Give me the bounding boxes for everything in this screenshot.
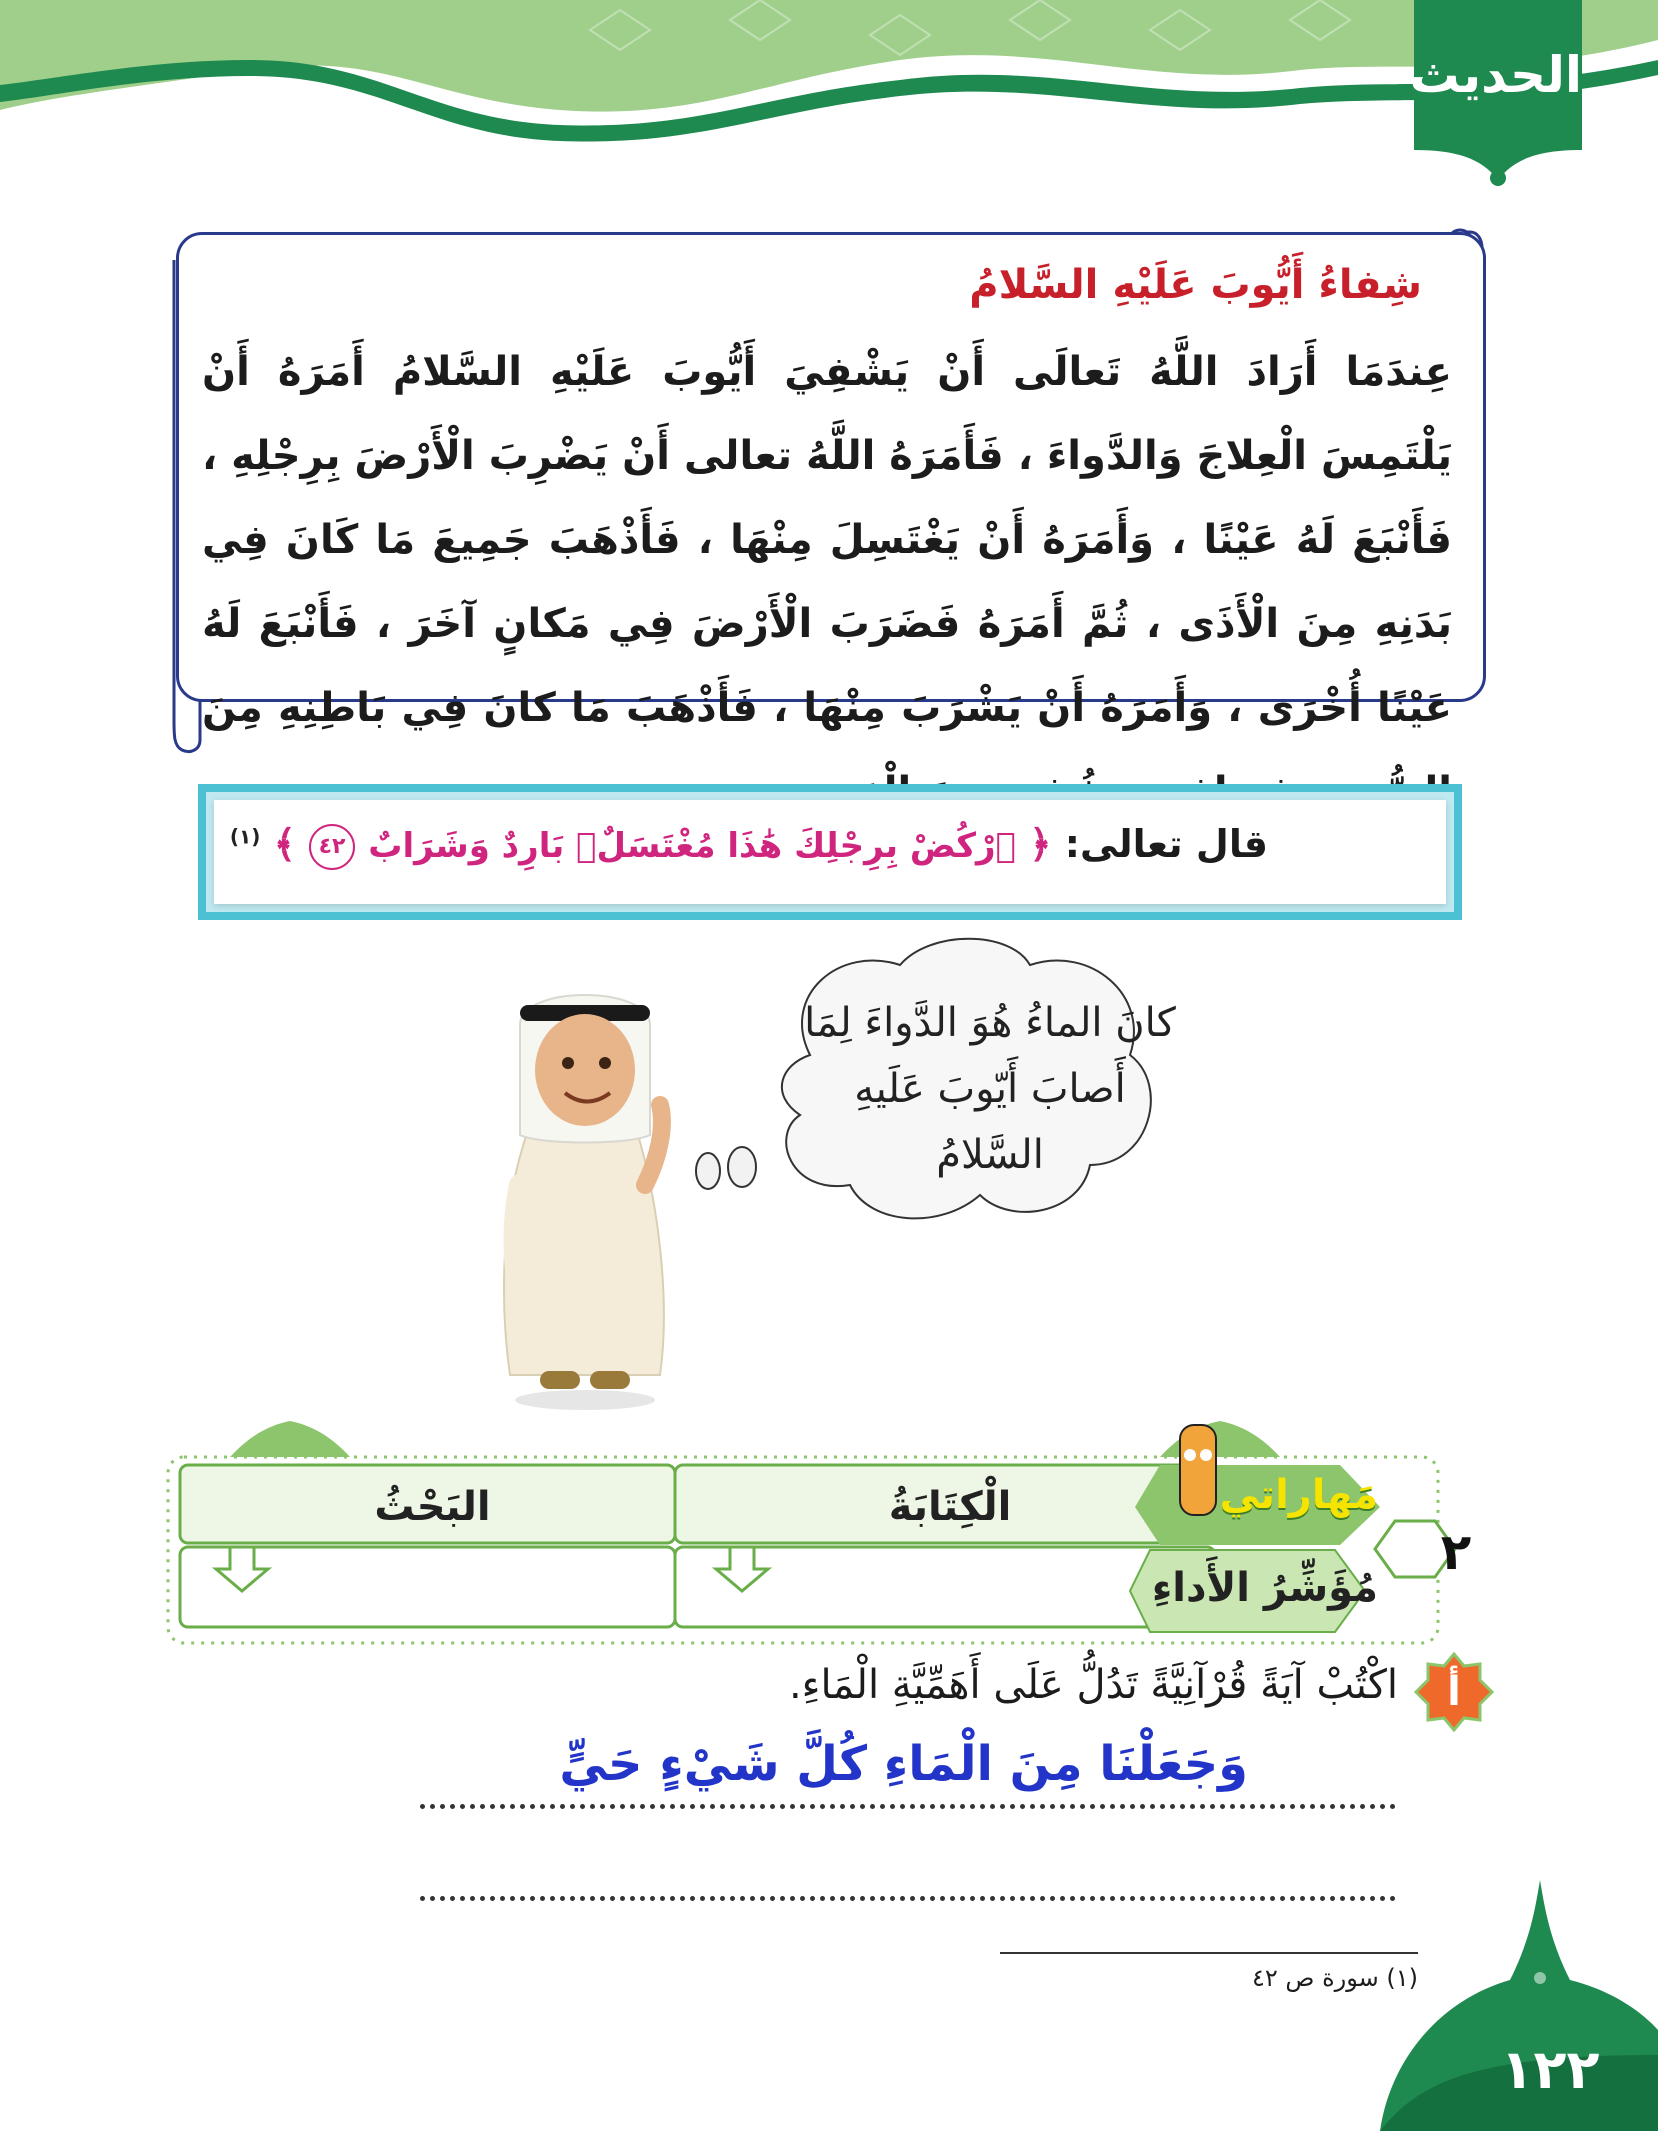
answer-line-2[interactable] — [420, 1896, 1396, 1901]
speech-text: كانَ الماءُ هُوَ الدَّواءَ لِمَا أَصابَ أَيّوبَ عَلَيهِ السَّلامُ — [804, 1000, 1176, 1178]
question-text: اكْتُبْ آيَةً قُرْآنِيَّةً تَدُلُّ عَلَى أَهَمِّيَّةِ الْمَاءِ. — [788, 1662, 1398, 1708]
verse-text: ٱرْكُضْ بِرِجْلِكَ هَٰذَا مُغْتَسَلٌۢ بَارِدٌ وَشَرَابٌ — [368, 826, 1017, 866]
verse-close-bracket: ﴾ — [273, 822, 296, 866]
footnote-reference: (١) — [229, 824, 261, 849]
question-letter: أ — [1447, 1669, 1461, 1715]
footnote: (١) سورة ص ٤٢ — [1252, 1964, 1418, 1992]
activity-number-badge: ٢ — [1440, 1523, 1472, 1581]
verse-line — [230, 822, 1268, 870]
answer-line-1[interactable] — [420, 1804, 1396, 1809]
story-body: عِندَمَا أَرَادَ اللَّهُ تَعالَى أَنْ يَشْفِيَ أَيُّوبَ عَلَيْهِ السَّلامُ أَمَرَهُ أَنْ يَلْتَمِسَ الْعِلاجَ وَالدَّواءَ ، فَأَمَرَهُ اللَّهُ تعالى أَنْ يَضْرِبَ الْأَرْضَ بِرِجْلِهِ ، فَأَنْبَعَ لَهُ عَيْنًا ، وَأَمَرَهُ أَنْ يَغْتَسِلَ مِنْهَا ، فَأَذْهَبَ جَمِيعَ مَا كَانَ فِي بَدَنِهِ مِنَ الْأَذَى ، ثُمَّ أَمَرَهُ فَضَرَبَ الْأَرْضَ فِي مَكانٍ آخَرَ ، فَأَنْبَعَ لَهُ عَيْنًا أُخْرَى ، وَأَمَرَهُ أَنْ يَشْرَبَ مِنْهَا ، فَأَذْهَبَ مَا كانَ فِي بَاطِنِهِ مِنَ — [202, 349, 1452, 731]
performance-indicator-label: مُؤَشِّرُ الأَداءِ — [1151, 1565, 1378, 1611]
writing-answer-cell[interactable] — [680, 1549, 1220, 1621]
section-title-tab: الحديث — [1409, 46, 1582, 104]
handwritten-answer[interactable]: وَجَعَلْنَا مِنَ الْمَاءِ كُلَّ شَيْءٍ حَيٍّ — [559, 1736, 1248, 1792]
page-number: ١٢٢ — [1500, 2038, 1600, 2101]
verse-open-bracket: ﴿ — [1029, 822, 1052, 866]
verse-intro: قال تعالى: — [1064, 822, 1268, 866]
column-header-research: البَحْثُ — [374, 1484, 491, 1530]
ayah-number: ٤٢ — [309, 824, 355, 870]
skills-heading: مَهاراتي — [1219, 1472, 1378, 1518]
research-answer-cell[interactable] — [185, 1549, 680, 1621]
footnote-divider — [1000, 1952, 1418, 1954]
story-title: شِفاءُ أَيُّوبَ عَلَيْهِ السَّلامُ — [969, 262, 1422, 308]
column-header-writing: الْكِتَابَةُ — [888, 1484, 1012, 1530]
